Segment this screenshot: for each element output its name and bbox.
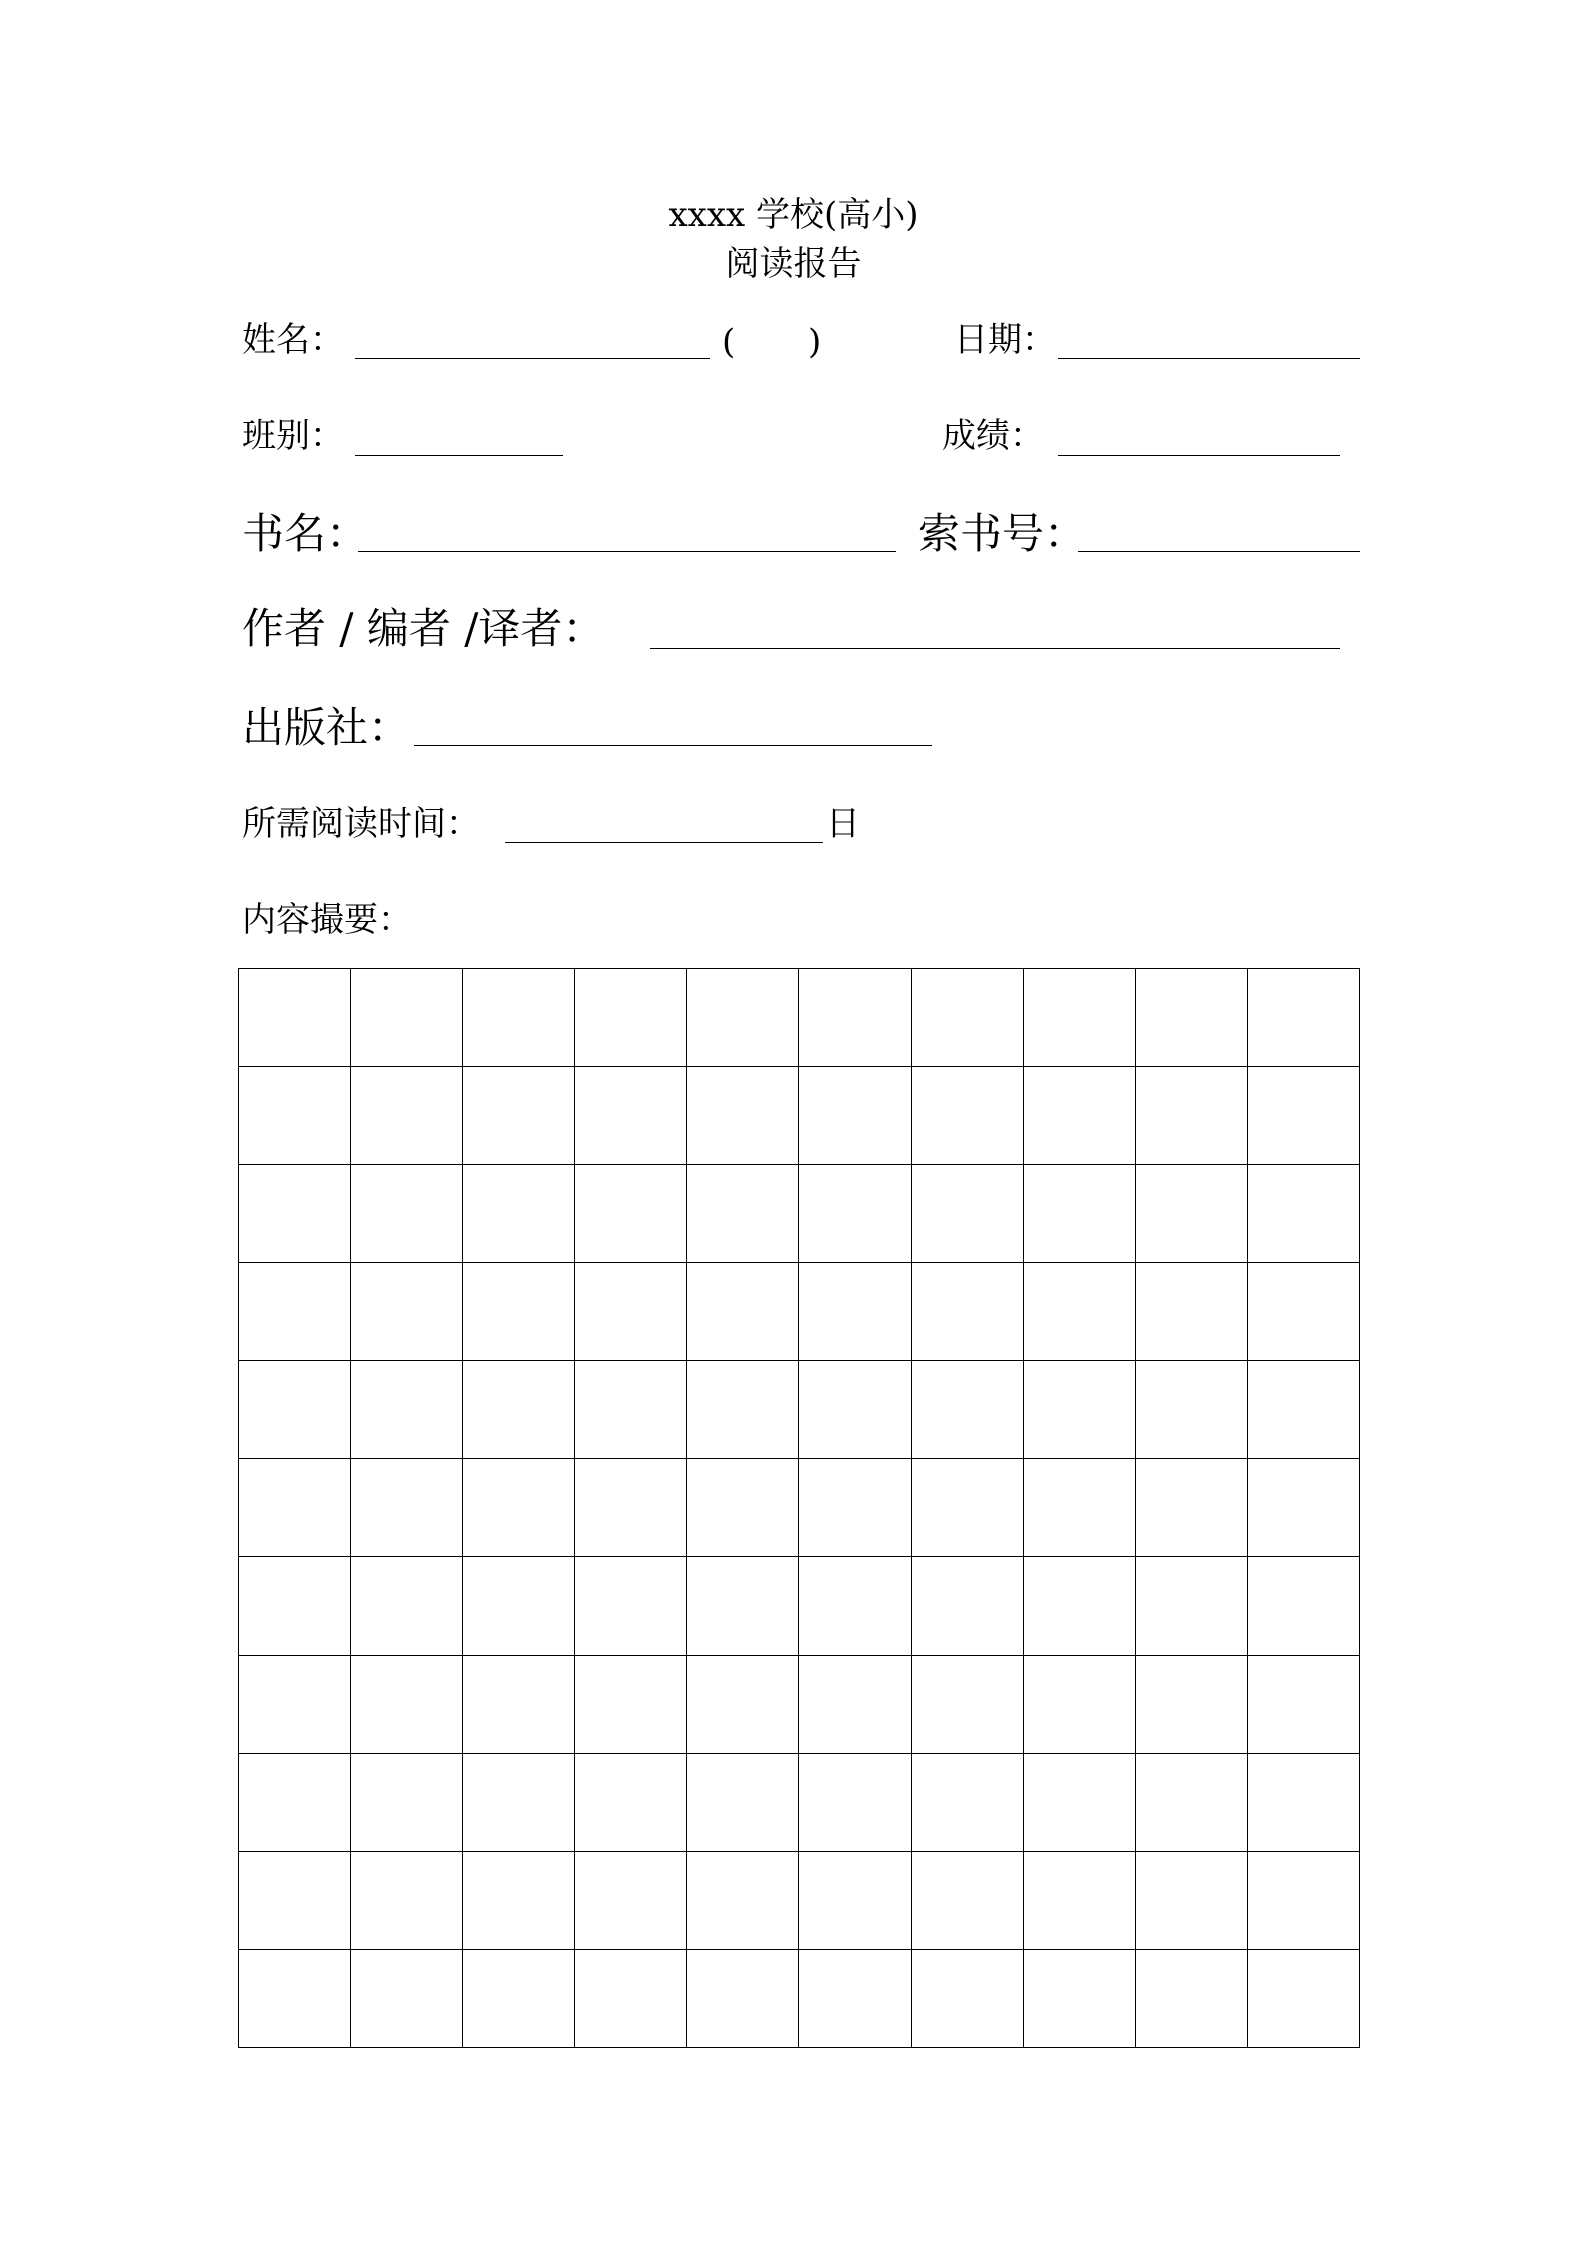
grid-cell[interactable] <box>799 1165 911 1263</box>
paren-open: ( <box>722 322 736 362</box>
score-field[interactable] <box>1058 455 1340 456</box>
paren-close: ) <box>808 322 822 362</box>
grid-cell[interactable] <box>1023 1753 1135 1851</box>
grid-cell[interactable] <box>463 1851 575 1949</box>
book-name-field[interactable] <box>358 551 896 552</box>
grid-cell[interactable] <box>463 1165 575 1263</box>
summary-label: 内容撮要： <box>242 900 412 940</box>
grid-cell[interactable] <box>1247 1263 1359 1361</box>
grid-cell[interactable] <box>463 1067 575 1165</box>
grid-cell[interactable] <box>1247 1949 1359 2047</box>
grid-cell[interactable] <box>575 1361 687 1459</box>
grid-cell[interactable] <box>687 1263 799 1361</box>
class-label: 班别： <box>242 416 344 456</box>
grid-cell[interactable] <box>911 1067 1023 1165</box>
grid-cell[interactable] <box>575 1459 687 1557</box>
grid-row <box>239 969 1360 1067</box>
grid-cell[interactable] <box>1247 1459 1359 1557</box>
grid-cell[interactable] <box>687 1851 799 1949</box>
grid-row <box>239 1067 1360 1165</box>
grid-cell[interactable] <box>911 1361 1023 1459</box>
grid-cell[interactable] <box>351 1459 463 1557</box>
grid-cell[interactable] <box>911 1263 1023 1361</box>
grid-cell[interactable] <box>575 1655 687 1753</box>
grid-cell[interactable] <box>799 969 911 1067</box>
summary-grid <box>238 968 1360 2048</box>
grid-cell[interactable] <box>1135 1165 1247 1263</box>
grid-cell[interactable] <box>239 1753 351 1851</box>
grid-cell[interactable] <box>575 1753 687 1851</box>
grid-cell[interactable] <box>687 1067 799 1165</box>
grid-cell[interactable] <box>351 1165 463 1263</box>
author-label: 作者 / 编者 /译者： <box>242 604 605 653</box>
grid-cell[interactable] <box>1023 969 1135 1067</box>
publisher-label: 出版社： <box>242 703 411 752</box>
grid-row <box>239 1459 1360 1557</box>
reading-time-label: 所需阅读时间： <box>242 804 480 844</box>
grid-cell[interactable] <box>239 1851 351 1949</box>
grid-cell[interactable] <box>463 1459 575 1557</box>
grid-row <box>239 1557 1360 1655</box>
grid-row <box>239 1753 1360 1851</box>
grid-cell[interactable] <box>463 1557 575 1655</box>
grid-cell[interactable] <box>239 1459 351 1557</box>
grid-cell[interactable] <box>351 1655 463 1753</box>
grid-cell[interactable] <box>351 1067 463 1165</box>
class-field[interactable] <box>355 455 563 456</box>
grid-cell[interactable] <box>687 1753 799 1851</box>
grid-cell[interactable] <box>1135 969 1247 1067</box>
grid-cell[interactable] <box>239 1949 351 2047</box>
grid-cell[interactable] <box>799 1851 911 1949</box>
grid-cell[interactable] <box>799 1753 911 1851</box>
grid-cell[interactable] <box>1135 1851 1247 1949</box>
grid-cell[interactable] <box>911 1557 1023 1655</box>
publisher-field[interactable] <box>414 745 932 746</box>
grid-cell[interactable] <box>1247 1851 1359 1949</box>
grid-cell[interactable] <box>351 1949 463 2047</box>
grid-cell[interactable] <box>239 1655 351 1753</box>
grid-cell[interactable] <box>1023 1263 1135 1361</box>
name-label: 姓名： <box>242 320 344 360</box>
grid-cell[interactable] <box>911 1851 1023 1949</box>
grid-cell[interactable] <box>1247 1557 1359 1655</box>
grid-cell[interactable] <box>239 1361 351 1459</box>
grid-row <box>239 1655 1360 1753</box>
grid-cell[interactable] <box>799 1263 911 1361</box>
grid-cell[interactable] <box>351 1263 463 1361</box>
grid-cell[interactable] <box>575 1851 687 1949</box>
grid-cell[interactable] <box>687 969 799 1067</box>
grid-cell[interactable] <box>1135 1263 1247 1361</box>
grid-cell[interactable] <box>351 1851 463 1949</box>
grid-cell[interactable] <box>799 1067 911 1165</box>
grid-cell[interactable] <box>1247 969 1359 1067</box>
grid-cell[interactable] <box>799 1949 911 2047</box>
grid-cell[interactable] <box>1023 1067 1135 1165</box>
call-number-field[interactable] <box>1078 551 1360 552</box>
grid-cell[interactable] <box>575 1165 687 1263</box>
grid-cell[interactable] <box>463 1949 575 2047</box>
grid-cell[interactable] <box>575 1067 687 1165</box>
grid-cell[interactable] <box>687 1949 799 2047</box>
score-label: 成绩： <box>942 416 1044 456</box>
grid-cell[interactable] <box>1247 1655 1359 1753</box>
grid-cell[interactable] <box>687 1655 799 1753</box>
grid-cell[interactable] <box>463 1655 575 1753</box>
grid-cell[interactable] <box>239 1263 351 1361</box>
grid-cell[interactable] <box>351 1753 463 1851</box>
grid-cell[interactable] <box>1135 1067 1247 1165</box>
book-name-label: 书名： <box>242 509 369 558</box>
grid-cell[interactable] <box>1135 1949 1247 2047</box>
grid-cell[interactable] <box>687 1557 799 1655</box>
grid-cell[interactable] <box>575 1263 687 1361</box>
grid-cell[interactable] <box>1247 1165 1359 1263</box>
grid-row <box>239 1949 1360 2047</box>
grid-cell[interactable] <box>1023 1949 1135 2047</box>
grid-cell[interactable] <box>1135 1459 1247 1557</box>
grid-cell[interactable] <box>1023 1655 1135 1753</box>
page-title: 阅读报告 <box>725 244 862 284</box>
grid-cell[interactable] <box>1135 1361 1247 1459</box>
grid-cell[interactable] <box>1023 1361 1135 1459</box>
date-label: 日期： <box>954 320 1056 360</box>
grid-cell[interactable] <box>1135 1753 1247 1851</box>
grid-cell[interactable] <box>463 1361 575 1459</box>
grid-cell[interactable] <box>239 1165 351 1263</box>
grid-cell[interactable] <box>911 1753 1023 1851</box>
grid-cell[interactable] <box>911 1655 1023 1753</box>
grid-row <box>239 1263 1360 1361</box>
day-unit: 日 <box>826 804 860 844</box>
grid-row <box>239 1361 1360 1459</box>
grid-cell[interactable] <box>911 1459 1023 1557</box>
name-field[interactable] <box>355 358 710 359</box>
grid-cell[interactable] <box>351 969 463 1067</box>
grid-cell[interactable] <box>911 969 1023 1067</box>
reading-time-field[interactable] <box>505 842 823 843</box>
grid-cell[interactable] <box>1247 1361 1359 1459</box>
grid-row <box>239 1851 1360 1949</box>
grid-cell[interactable] <box>351 1361 463 1459</box>
grid-cell[interactable] <box>1247 1753 1359 1851</box>
grid-cell[interactable] <box>687 1361 799 1459</box>
grid-cell[interactable] <box>575 1557 687 1655</box>
grid-cell[interactable] <box>911 1949 1023 2047</box>
grid-cell[interactable] <box>799 1361 911 1459</box>
page-title-school: xxxx 学校(高小) <box>668 195 919 235</box>
grid-cell[interactable] <box>687 1459 799 1557</box>
grid-cell[interactable] <box>1135 1655 1247 1753</box>
grid-cell[interactable] <box>463 1753 575 1851</box>
grid-row <box>239 1165 1360 1263</box>
grid-cell[interactable] <box>239 969 351 1067</box>
grid-cell[interactable] <box>911 1165 1023 1263</box>
grid-cell[interactable] <box>1247 1067 1359 1165</box>
grid-cell[interactable] <box>1023 1459 1135 1557</box>
grid-cell[interactable] <box>1023 1557 1135 1655</box>
date-field[interactable] <box>1058 358 1360 359</box>
grid-cell[interactable] <box>799 1557 911 1655</box>
grid-cell[interactable] <box>687 1165 799 1263</box>
grid-cell[interactable] <box>1135 1557 1247 1655</box>
grid-cell[interactable] <box>1023 1165 1135 1263</box>
grid-cell[interactable] <box>239 1557 351 1655</box>
grid-cell[interactable] <box>463 969 575 1067</box>
call-number-label: 索书号： <box>918 509 1087 558</box>
grid-cell[interactable] <box>351 1557 463 1655</box>
author-field[interactable] <box>650 648 1340 649</box>
grid-cell[interactable] <box>239 1067 351 1165</box>
grid-cell[interactable] <box>799 1459 911 1557</box>
grid-cell[interactable] <box>463 1263 575 1361</box>
grid-cell[interactable] <box>799 1655 911 1753</box>
grid-cell[interactable] <box>575 969 687 1067</box>
grid-cell[interactable] <box>1023 1851 1135 1949</box>
grid-cell[interactable] <box>575 1949 687 2047</box>
paren-field[interactable] <box>742 320 802 364</box>
